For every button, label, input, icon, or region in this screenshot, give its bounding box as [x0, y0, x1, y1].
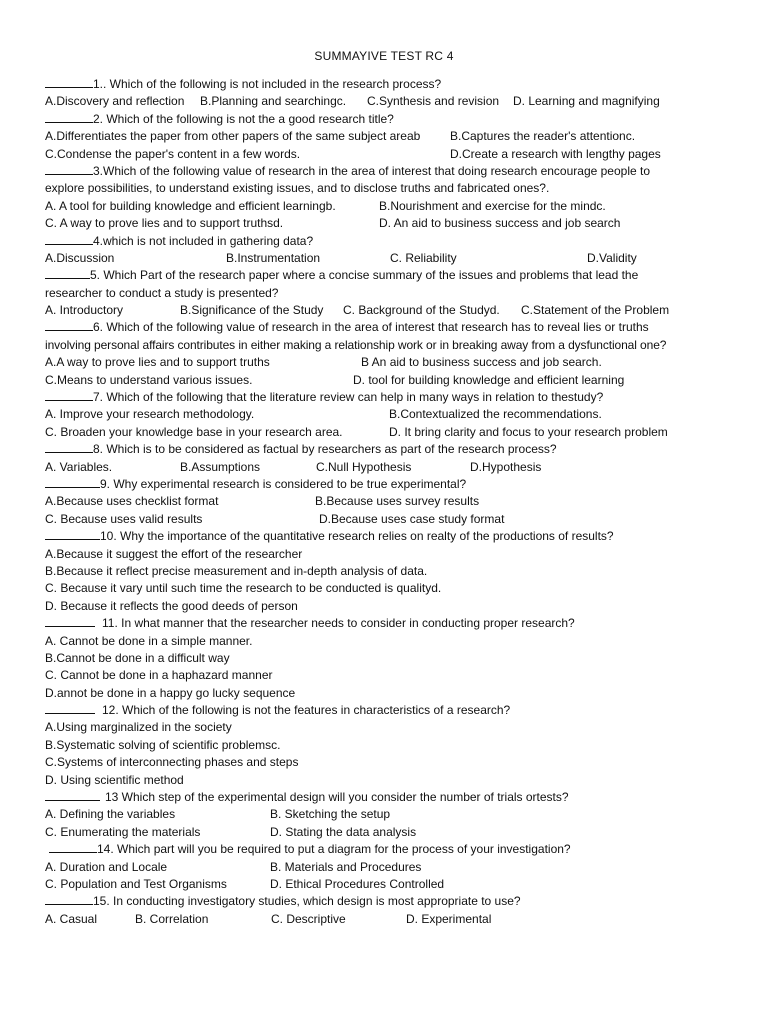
question-6: 6. Which of the following value of research in the area of interest that research has to reveal lies or truths: [45, 319, 735, 336]
question-8-choices: [45, 459, 735, 476]
question-8: 8. Which is to be considered as factual by researchers as part of the research process?: [45, 441, 735, 458]
choice: C.Condense the paper's content in a few words.: [45, 146, 301, 161]
answer-blank[interactable]: [45, 111, 93, 123]
choice: A. Cannot be done in a simple manner.: [45, 633, 253, 648]
choice: C.Synthesis and revision: [367, 94, 500, 109]
question-11: 11. In what manner that the researcher needs to consider in conducting proper research?: [45, 615, 735, 632]
question-15: 15. In conducting investigatory studies, which design is most appropriate to use?: [45, 893, 735, 910]
choice: D. An aid to business success and job search: [379, 216, 621, 231]
choice: C. Because uses valid results: [45, 511, 203, 526]
choice: D.Validity: [587, 250, 637, 265]
choice: D. Experimental: [406, 911, 492, 926]
answer-blank[interactable]: [45, 319, 93, 331]
question-3-choices-ab: [45, 198, 735, 215]
question-9: 9. Why experimental research is considered to be true experimental?: [45, 476, 735, 493]
answer-blank[interactable]: [45, 615, 95, 627]
choice: A. Variables.: [45, 459, 113, 474]
choice: B An aid to business success and job search.: [361, 355, 602, 370]
answer-blank[interactable]: [45, 267, 90, 279]
question-7-choices-ab: [45, 406, 735, 423]
choice: A.Differentiates the paper from other papers of the same subject areab: [45, 129, 421, 144]
choice: A.Because it suggest the effort of the researcher: [45, 546, 303, 561]
choice: A. A tool for building knowledge and efficient learningb.: [45, 198, 336, 213]
choice: C.Statement of the Problem: [521, 303, 670, 318]
choice: B. Sketching the setup: [270, 807, 391, 822]
answer-blank[interactable]: [45, 528, 100, 540]
choice: A. Improve your research methodology.: [45, 407, 255, 422]
question-13-choices-cd: [45, 824, 735, 841]
answer-blank[interactable]: [45, 702, 95, 714]
choice: B.Captures the reader's attentionc.: [450, 129, 636, 144]
question-2-choices-ab: [45, 128, 735, 145]
choice: C. A way to prove lies and to support truthsd.: [45, 216, 284, 231]
choice: A.A way to prove lies and to support truths: [45, 355, 270, 370]
answer-blank[interactable]: [45, 233, 93, 245]
question-14: 14. Which part will you be required to put a diagram for the process of your investigation?: [45, 841, 735, 858]
page-title: SUMMAYIVE TEST RC 4: [314, 49, 454, 63]
question-5-choices: [45, 302, 735, 319]
answer-blank[interactable]: [45, 789, 100, 801]
choice: B.Because it reflect precise measurement and in-depth analysis of data.: [45, 563, 428, 578]
answer-blank[interactable]: [45, 389, 93, 401]
choice: C.Means to understand various issues.: [45, 372, 253, 387]
choice: B. Correlation: [135, 911, 209, 926]
choice: A.Because uses checklist format: [45, 494, 219, 509]
question-9-choices-cd: [45, 511, 735, 528]
choice: B. Materials and Procedures: [270, 859, 422, 874]
question-9-choices-ab: [45, 493, 735, 510]
question-3-choices-cd: [45, 215, 735, 232]
question-5: 5. Which Part of the research paper where a concise summary of the issues and problems that lead the: [45, 267, 735, 284]
choice: D.Create a research with lengthy pages: [450, 146, 661, 161]
question-6-cont: involving personal affairs contributes in either making a relationship work or in breaking away from a dysfunctional one?: [45, 337, 667, 352]
choice: B.Nourishment and exercise for the mindc.: [379, 198, 606, 213]
question-4: 4.which is not included in gathering data?: [45, 233, 735, 250]
choice: A. Duration and Locale: [45, 859, 168, 874]
choice: D. Ethical Procedures Controlled: [270, 876, 445, 891]
choice: C. Background of the Studyd.: [343, 303, 500, 318]
choice: A. Introductory: [45, 303, 124, 318]
choice: D. Using scientific method: [45, 772, 184, 787]
question-2: 2. Which of the following is not the a good research title?: [45, 111, 735, 128]
question-6-choices-ab: [45, 354, 735, 371]
answer-blank[interactable]: [45, 76, 93, 88]
choice: B.Cannot be done in a difficult way: [45, 650, 230, 665]
question-13: 13 Which step of the experimental design will you consider the number of trials ortests?: [45, 789, 735, 806]
choice: A.Discovery and reflection: [45, 94, 185, 109]
choice: B.Systematic solving of scientific problemsc.: [45, 737, 281, 752]
choice: C. Because it vary until such time the research to be conducted is qualityd.: [45, 581, 442, 596]
choice: B.Significance of the Study: [180, 303, 324, 318]
question-2-choices-cd: [45, 146, 735, 163]
choice: A.Using marginalized in the society: [45, 720, 232, 735]
choice: C. Enumerating the materials: [45, 824, 201, 839]
choice: D.Hypothesis: [470, 459, 542, 474]
choice: B.Instrumentation: [226, 250, 321, 265]
choice: C.Null Hypothesis: [316, 459, 412, 474]
question-10: 10. Why the importance of the quantitative research relies on realty of the productions of results?: [45, 528, 735, 545]
answer-blank[interactable]: [45, 163, 93, 175]
answer-blank[interactable]: [45, 893, 93, 905]
question-list: [45, 76, 735, 928]
question-5-cont: researcher to conduct a study is presented?: [45, 285, 279, 300]
question-15-choices: [45, 911, 735, 928]
question-3-cont: explore possibilities, to understand existing issues, and to disclose truths and fabricated ones?.: [45, 181, 550, 196]
choice: D.Because uses case study format: [319, 511, 505, 526]
question-1-choices: [45, 93, 735, 110]
question-12: 12. Which of the following is not the features in characteristics of a research?: [45, 702, 735, 719]
choice: C. Cannot be done in a haphazard manner: [45, 668, 273, 683]
choice: D.annot be done in a happy go lucky sequence: [45, 685, 296, 700]
choice: A.Discussion: [45, 250, 115, 265]
choice: C. Population and Test Organisms: [45, 876, 227, 891]
question-7: 7. Which of the following that the literature review can help in many ways in relation to thestudy?: [45, 389, 735, 406]
choice: C. Broaden your knowledge base in your research area.: [45, 424, 343, 439]
choice: B.Planning and searchingc.: [200, 94, 347, 109]
choice: C. Descriptive: [271, 911, 346, 926]
choice: B.Because uses survey results: [315, 494, 480, 509]
question-6-choices-cd: [45, 372, 735, 389]
choice: A. Defining the variables: [45, 807, 176, 822]
choice: D. tool for building knowledge and efficient learning: [353, 372, 625, 387]
question-14-choices-ab: [45, 859, 735, 876]
choice: A. Casual: [45, 911, 98, 926]
choice: D. It bring clarity and focus to your research problem: [389, 424, 668, 439]
question-13-choices-ab: [45, 806, 735, 823]
answer-blank[interactable]: [45, 441, 93, 453]
answer-blank[interactable]: [49, 841, 97, 853]
question-14-choices-cd: [45, 876, 735, 893]
choice: D. Learning and magnifying: [513, 94, 660, 109]
choice: C.Systems of interconnecting phases and steps: [45, 755, 299, 770]
choice: C. Reliability: [390, 250, 457, 265]
choice: B.Contextualized the recommendations.: [389, 407, 602, 422]
question-7-choices-cd: [45, 424, 735, 441]
answer-blank[interactable]: [45, 476, 100, 488]
choice: D. Because it reflects the good deeds of person: [45, 598, 298, 613]
question-1: 1.. Which of the following is not included in the research process?: [45, 76, 735, 93]
choice: D. Stating the data analysis: [270, 824, 417, 839]
question-4-choices: [45, 250, 735, 267]
choice: B.Assumptions: [180, 459, 261, 474]
question-3: 3.Which of the following value of research in the area of interest that doing research encourage people to: [45, 163, 735, 180]
